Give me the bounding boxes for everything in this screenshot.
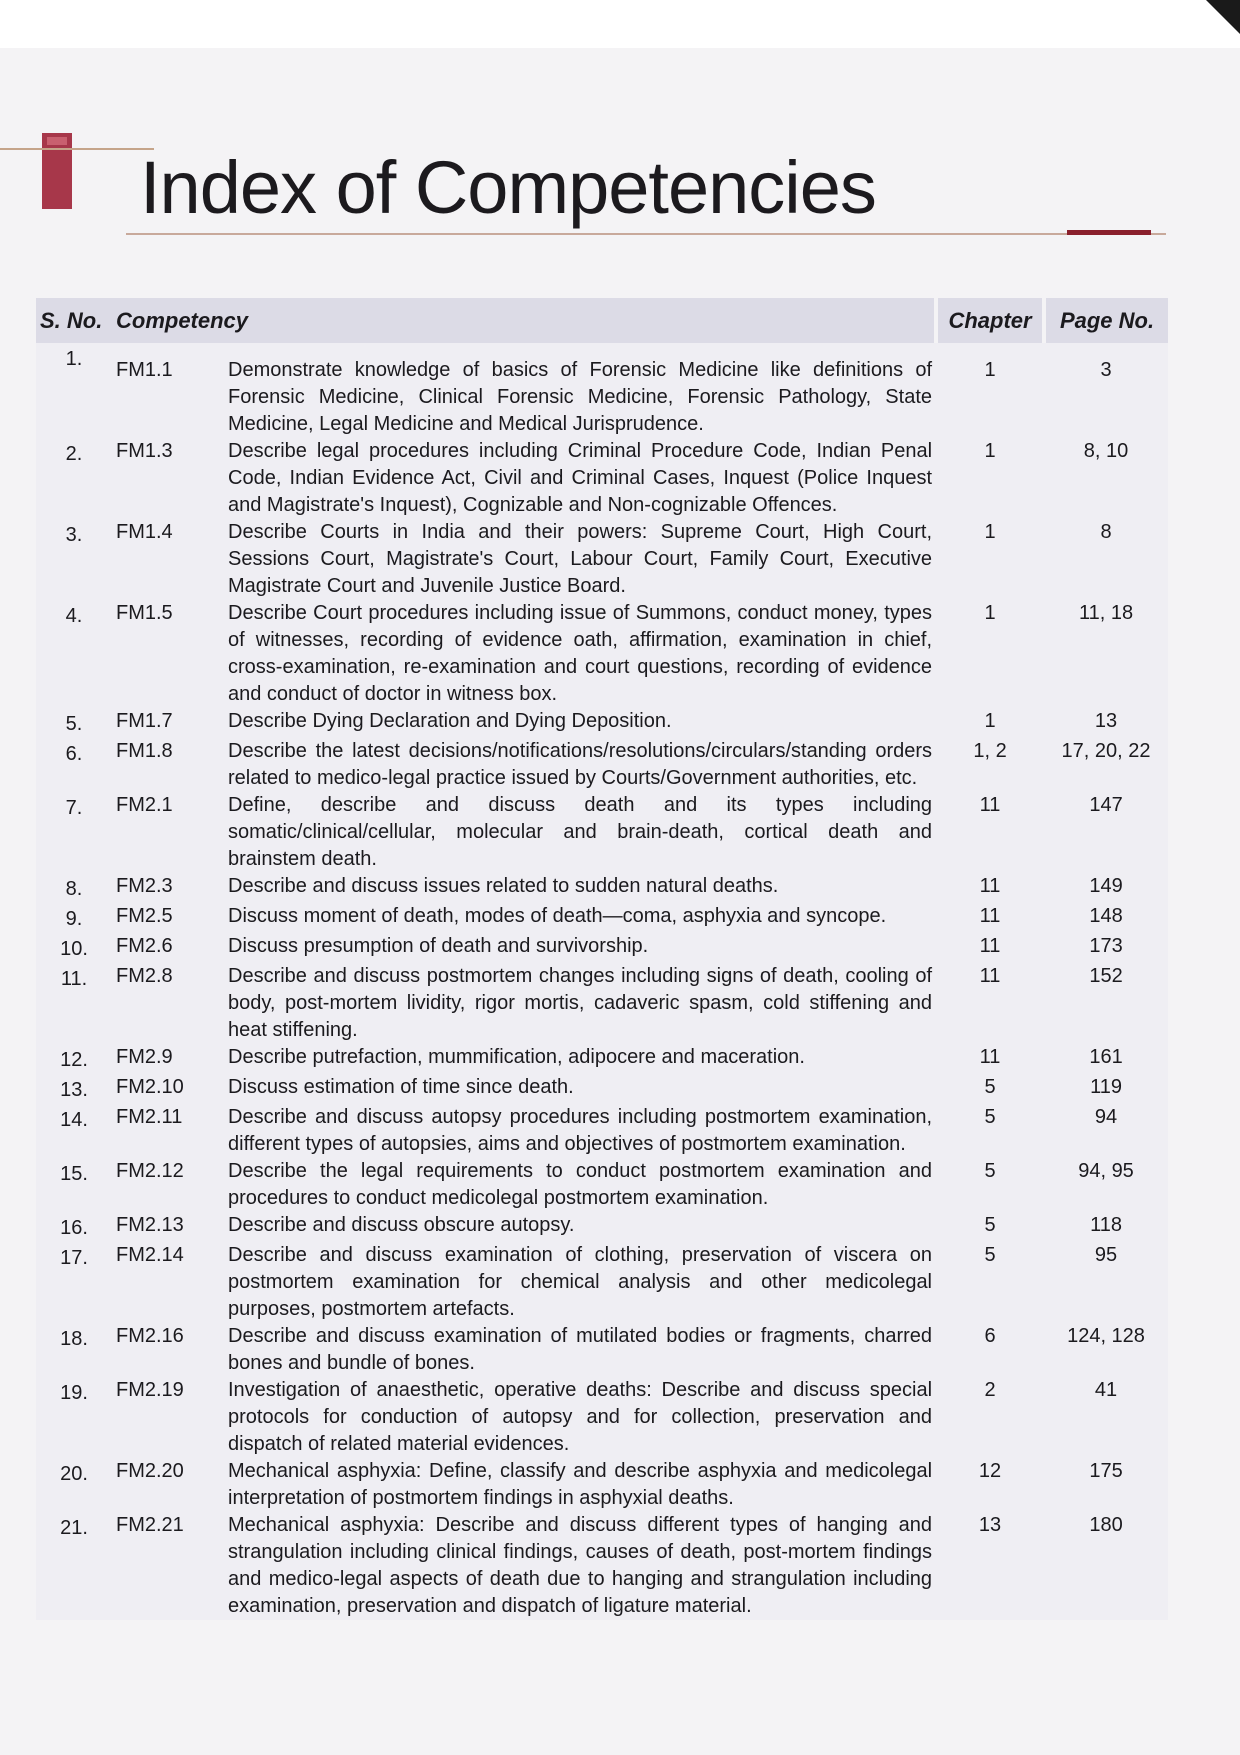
row-competency-description: Describe and discuss postmortem changes including signs of death, cooling of body, post-mortem lividity, rigor mortis, cadaveric spasm, cold stiffening and heat stiffening. (228, 965, 933, 1041)
row-chapter: 13 (978, 1514, 1002, 1536)
title-accent-bar (1067, 230, 1151, 235)
row-chapter: 5 (984, 1244, 996, 1266)
row-chapter: 11 (979, 965, 1001, 987)
title-divider (126, 233, 1166, 235)
row-competency-description: Describe and discuss obscure autopsy. (228, 1214, 575, 1236)
row-chapter: 11 (979, 794, 1001, 816)
row-serial-number: 10. (60, 938, 88, 960)
row-competency-code: FM2.5 (116, 905, 173, 927)
row-competency-code: FM2.9 (116, 1046, 173, 1068)
row-serial-number: 19. (60, 1382, 88, 1404)
row-competency-code: FM2.20 (116, 1460, 184, 1482)
row-chapter: 12 (978, 1460, 1002, 1482)
row-page-number: 41 (1094, 1379, 1118, 1401)
row-serial-number: 2. (65, 443, 83, 465)
row-competency-description: Mechanical asphyxia: Define, classify and describe asphyxia and medicolegal interpretation of postmortem findings in asphyxial deaths. (228, 1460, 933, 1509)
row-page-number: 180 (1089, 1514, 1123, 1536)
row-competency-description: Describe and discuss examination of mutilated bodies or fragments, charred bones and bundle of bones. (228, 1325, 933, 1374)
row-competency-code: FM2.8 (116, 965, 173, 987)
table-row (36, 519, 1168, 600)
row-chapter: 1 (984, 521, 996, 543)
row-competency-description: Describe the latest decisions/notifications/resolutions/circulars/standing orders related to medico-legal practice issued by Courts/Government authorities, etc. (228, 740, 933, 789)
row-page-number: 149 (1089, 875, 1123, 897)
row-chapter: 1 (984, 359, 996, 381)
row-chapter: 11 (979, 875, 1001, 897)
row-competency-description: Discuss estimation of time since death. (228, 1076, 574, 1098)
row-page-number: 173 (1089, 935, 1123, 957)
table-row (36, 708, 1168, 738)
row-competency-code: FM2.21 (116, 1514, 184, 1536)
row-competency-code: FM2.12 (116, 1160, 184, 1182)
table-row (36, 1323, 1168, 1377)
row-chapter: 11 (979, 905, 1001, 927)
row-chapter: 5 (984, 1160, 996, 1182)
row-page-number: 161 (1089, 1046, 1123, 1068)
row-competency-description: Discuss presumption of death and survivorship. (228, 935, 649, 957)
row-serial-number: 9. (65, 908, 83, 930)
row-page-number: 118 (1090, 1214, 1122, 1236)
row-chapter: 1, 2 (973, 740, 1007, 762)
row-competency-code: FM1.4 (116, 521, 173, 543)
header-page-no: Page No. (1044, 298, 1168, 343)
row-competency-code: FM2.16 (116, 1325, 184, 1347)
row-serial-number: 1. (65, 348, 83, 370)
header-competency: Competency (112, 298, 936, 343)
table-row (36, 1377, 1168, 1458)
table-row (36, 873, 1168, 903)
row-competency-code: FM1.1 (116, 359, 173, 381)
row-competency-description: Describe the legal requirements to conduct postmortem examination and procedures to conduct medicolegal postmortem examination. (228, 1160, 933, 1209)
row-page-number: 17, 20, 22 (1061, 740, 1151, 762)
row-serial-number: 13. (60, 1079, 88, 1101)
row-competency-code: FM2.1 (116, 794, 173, 816)
page-top-margin (0, 0, 1240, 48)
row-chapter: 1 (984, 440, 996, 462)
row-competency-description: Discuss moment of death, modes of death—coma, asphyxia and syncope. (228, 905, 887, 927)
row-competency-code: FM2.10 (116, 1076, 184, 1098)
row-competency-description: Describe and discuss autopsy procedures including postmortem examination, different types of autopsies, aims and objectives of postmortem examination. (228, 1106, 933, 1155)
row-serial-number: 5. (65, 713, 83, 735)
page-corner-mark (1206, 0, 1240, 34)
row-competency-code: FM1.5 (116, 602, 173, 624)
row-page-number: 94 (1094, 1106, 1118, 1128)
row-page-number: 95 (1094, 1244, 1118, 1266)
header-chapter: Chapter (936, 298, 1044, 343)
table-row (36, 1242, 1168, 1323)
row-chapter: 5 (984, 1214, 996, 1236)
row-page-number: 175 (1089, 1460, 1123, 1482)
row-competency-code: FM1.7 (116, 710, 173, 732)
row-page-number: 11, 18 (1078, 602, 1134, 624)
row-competency-description: Describe and discuss examination of clothing, preservation of viscera on postmortem examination for chemical analysis and other medicolegal purposes, postmortem artefacts. (228, 1244, 933, 1320)
row-page-number: 152 (1089, 965, 1123, 987)
row-serial-number: 7. (65, 797, 83, 819)
row-page-number: 147 (1089, 794, 1123, 816)
row-serial-number: 17. (60, 1247, 88, 1269)
row-page-number: 124, 128 (1067, 1325, 1145, 1347)
row-chapter: 5 (984, 1076, 996, 1098)
table-row (36, 1458, 1168, 1512)
table-row (36, 1212, 1168, 1242)
row-competency-code: FM2.6 (116, 935, 173, 957)
row-competency-code: FM2.11 (116, 1106, 183, 1128)
table-row (36, 1074, 1168, 1104)
row-competency-description: Demonstrate knowledge of basics of Forensic Medicine like definitions of Forensic Medicine, Clinical Forensic Medicine, Forensic Pathology, State Medicine, Legal Medicine and Medical Jurisprudence. (228, 359, 933, 435)
row-serial-number: 6. (65, 743, 83, 765)
table-row (36, 438, 1168, 519)
table-row (36, 1512, 1168, 1620)
table-header-row (36, 298, 1168, 343)
row-competency-code: FM2.19 (116, 1379, 184, 1401)
section-marker-block (42, 133, 72, 209)
row-serial-number: 21. (60, 1517, 88, 1539)
row-chapter: 6 (984, 1325, 996, 1347)
row-chapter: 11 (979, 1046, 1001, 1068)
row-competency-code: FM2.14 (116, 1244, 184, 1266)
table-row (36, 738, 1168, 792)
row-chapter: 1 (984, 710, 996, 732)
row-serial-number: 15. (60, 1163, 88, 1185)
row-competency-code: FM2.3 (116, 875, 173, 897)
competency-index-table (36, 298, 1168, 1620)
row-chapter: 2 (984, 1379, 996, 1401)
page-title: Index of Competencies (140, 146, 876, 229)
row-page-number: 148 (1089, 905, 1123, 927)
header-sno: S. No. (36, 298, 112, 343)
row-serial-number: 8. (65, 878, 83, 900)
row-serial-number: 14. (60, 1109, 88, 1131)
row-page-number: 94, 95 (1078, 1160, 1134, 1182)
table-row (36, 1104, 1168, 1158)
table-row (36, 600, 1168, 708)
table-row (36, 963, 1168, 1044)
row-serial-number: 3. (65, 524, 83, 546)
table-row (36, 343, 1168, 438)
row-serial-number: 12. (60, 1049, 88, 1071)
row-competency-description: Describe putrefaction, mummification, adipocere and maceration. (228, 1046, 805, 1068)
title-rule-top (0, 148, 154, 150)
table-row (36, 1158, 1168, 1212)
row-page-number: 13 (1094, 710, 1118, 732)
row-chapter: 11 (979, 935, 1001, 957)
row-page-number: 3 (1100, 359, 1112, 381)
row-competency-description: Define, describe and discuss death and its types including somatic/clinical/cellular, molecular and brain-death, cortical death and brainstem death. (228, 794, 933, 870)
table-body (36, 343, 1168, 1620)
row-competency-description: Describe Court procedures including issue of Summons, conduct money, types of witnesses, recording of evidence oath, affirmation, examination in chief, cross-examination, re-examination and court questions, recording of evidence and conduct of doctor in witness box. (228, 602, 933, 705)
table-row (36, 1044, 1168, 1074)
row-serial-number: 4. (65, 605, 83, 627)
row-competency-code: FM1.3 (116, 440, 173, 462)
table-row (36, 792, 1168, 873)
table-row (36, 933, 1168, 963)
row-page-number: 8 (1100, 521, 1112, 543)
row-competency-code: FM2.13 (116, 1214, 184, 1236)
row-competency-code: FM1.8 (116, 740, 173, 762)
row-chapter: 5 (984, 1106, 996, 1128)
row-serial-number: 20. (60, 1463, 88, 1485)
row-serial-number: 16. (60, 1217, 88, 1239)
row-serial-number: 18. (60, 1328, 88, 1350)
row-competency-description: Mechanical asphyxia: Describe and discuss different types of hanging and strangulation including clinical findings, causes of death, post-mortem findings and medico-legal aspects of death due to hanging and strangulation including examination, preservation and dispatch of ligature material. (228, 1514, 933, 1617)
row-competency-description: Investigation of anaesthetic, operative deaths: Describe and discuss special protocols for conduction of autopsy and for collection, preservation and dispatch of related material evidences. (228, 1379, 933, 1455)
row-competency-description: Describe and discuss issues related to sudden natural deaths. (228, 875, 779, 897)
table-row (36, 903, 1168, 933)
row-page-number: 119 (1090, 1076, 1122, 1098)
row-competency-description: Describe Dying Declaration and Dying Deposition. (228, 710, 672, 732)
row-page-number: 8, 10 (1083, 440, 1129, 462)
row-competency-description: Describe Courts in India and their powers: Supreme Court, High Court, Sessions Court, Magistrate's Court, Labour Court, Family Court, Executive Magistrate Court and Juvenile Justice Board. (228, 521, 933, 597)
row-serial-number: 11. (60, 968, 88, 990)
row-competency-description: Describe legal procedures including Criminal Procedure Code, Indian Penal Code, Indian Evidence Act, Civil and Criminal Cases, Inquest (Police Inquest and Magistrate's Inquest), Cognizable and Non-cognizable Offences. (228, 440, 933, 516)
row-chapter: 1 (984, 602, 996, 624)
